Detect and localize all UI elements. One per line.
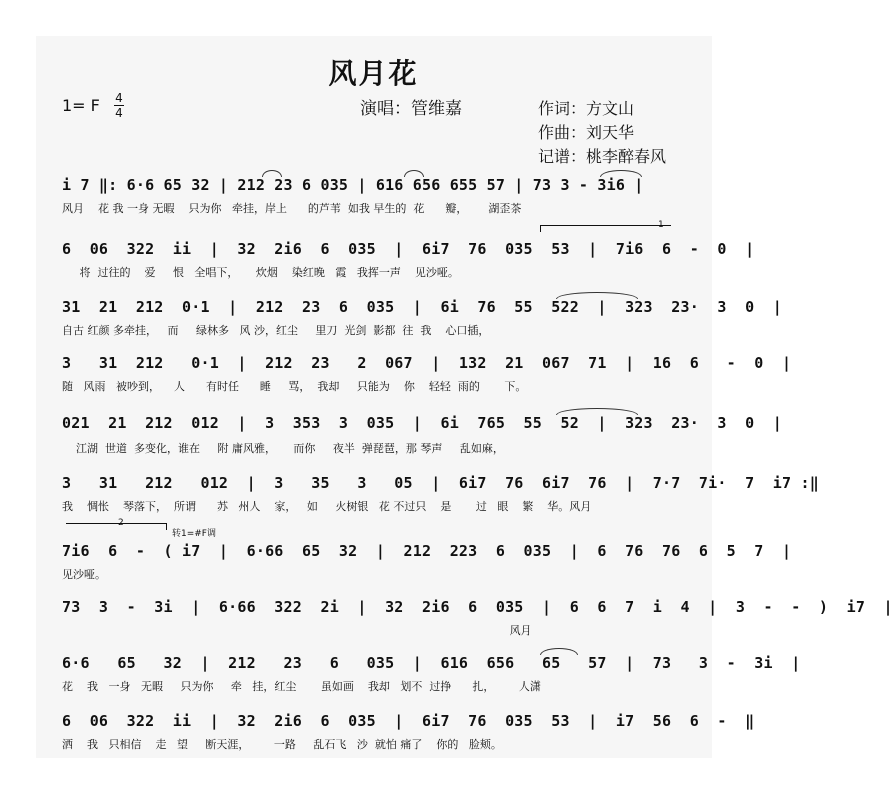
slur-arc <box>540 648 578 655</box>
slur-arc <box>262 170 282 177</box>
music-line-1: i 7 ‖: 6·6 65 32 | 212 23 6 035 | 616 656 655 57 | 73 3 - 3i6 | <box>62 176 644 194</box>
second-ending-bracket <box>66 523 167 530</box>
lyric-line-7: 见沙哑。 <box>62 568 106 581</box>
slur-arc <box>556 292 638 299</box>
modulation-note: 转1=#F调 <box>172 529 216 539</box>
music-line-7: 7i6 6 - ( i7 | 6·66 65 32 | 212 223 6 035 | 6 76 76 6 5 7 | <box>62 542 792 560</box>
meter-bottom: 4 <box>115 106 123 120</box>
composer-credit: 作曲：刘天华 <box>538 123 635 142</box>
first-ending-bracket <box>540 225 671 232</box>
time-signature <box>114 92 124 119</box>
music-line-8: 73 3 - 3i | 6·66 322 2i | 32 2i6 6 035 | 6 6 7 i 4 | 3 - - ) i7 | <box>62 598 893 616</box>
key-signature: 1= F <box>62 96 100 115</box>
music-line-2: 6 06 322 ii | 32 2i6 6 035 | 6i7 76 035 53 | 7i6 6 - 0 | <box>62 240 755 258</box>
music-line-5: 021 21 212 012 | 3 353 3 035 | 6i 765 55 52 | 323 23· 3 0 | <box>62 414 782 432</box>
lyric-line-10: 洒 我 只相信 走 望 断天涯， 一路 乱石飞 沙 就怕 痛了 你的 脸颊。 <box>62 738 502 751</box>
lyricist-credit: 作词：方文山 <box>538 99 635 118</box>
lyric-line-9: 花 我 一身 无暇 只为你 牵 挂，红尘 虽如画 我却 划不 过挣 扎， 人潇 <box>62 680 541 693</box>
music-line-10: 6 06 322 ii | 32 2i6 6 035 | 6i7 76 035 53 | i7 56 6 - ‖ <box>62 712 755 730</box>
singer-credit: 演唱：管维嘉 <box>360 99 462 119</box>
meter-top: 4 <box>115 91 123 105</box>
slur-arc <box>600 170 642 177</box>
music-line-9: 6·6 65 32 | 212 23 6 035 | 616 656 65 57 | 73 3 - 3i | <box>62 654 801 672</box>
lyric-line-2: 将 过往的 爱 恨 全唱下， 炊烟 染红晚 霞 我挥一声 见沙哑。 <box>62 266 459 279</box>
lyric-line-6: 我 惆怅 琴落下， 所谓 苏 州人 家， 如 火树银 花 不过只 是 过 眼 繁 华。风月 <box>62 500 592 513</box>
lyric-line-4: 随 风雨 被吵到， 人 有时任 睡 骂， 我却 只能为 你 轻轻 雨的 下。 <box>62 380 527 393</box>
slur-arc <box>556 408 638 415</box>
music-line-3: 31 21 212 0·1 | 212 23 6 035 | 6i 76 55 522 | 323 23· 3 0 | <box>62 298 782 316</box>
lyric-line-8: 风月 <box>62 624 532 637</box>
lyric-line-1: 风月 花 我 一身 无暇 只为你 牵挂，岸上 的芦苇 如我 早生的 花 瓣， 湖歪茶 <box>62 202 522 215</box>
first-ending-number: 1 <box>658 220 664 230</box>
music-line-6: 3 31 212 012 | 3 35 3 05 | 6i7 76 6i7 76 | 7·7 7i· 7 i7 :‖ <box>62 474 819 492</box>
slur-arc <box>404 170 424 177</box>
song-title: 风月花 <box>328 57 419 90</box>
lyric-line-3: 自古 红颜 多牵挂， 而 绿林多 风 沙，红尘 里刀 光剑 影都 往 我 心口插， <box>62 324 490 337</box>
transcriber-credit: 记谱：桃李醉春风 <box>538 147 667 166</box>
lyric-line-5: 江湖 世道 多变化，谁在 附 庸风雅， 而你 夜半 弹琵琶，那 琴声 乱如麻， <box>62 442 504 455</box>
music-line-4: 3 31 212 0·1 | 212 23 2 067 | 132 21 067 71 | 16 6 - 0 | <box>62 354 792 372</box>
second-ending-number: 2 <box>118 518 124 528</box>
